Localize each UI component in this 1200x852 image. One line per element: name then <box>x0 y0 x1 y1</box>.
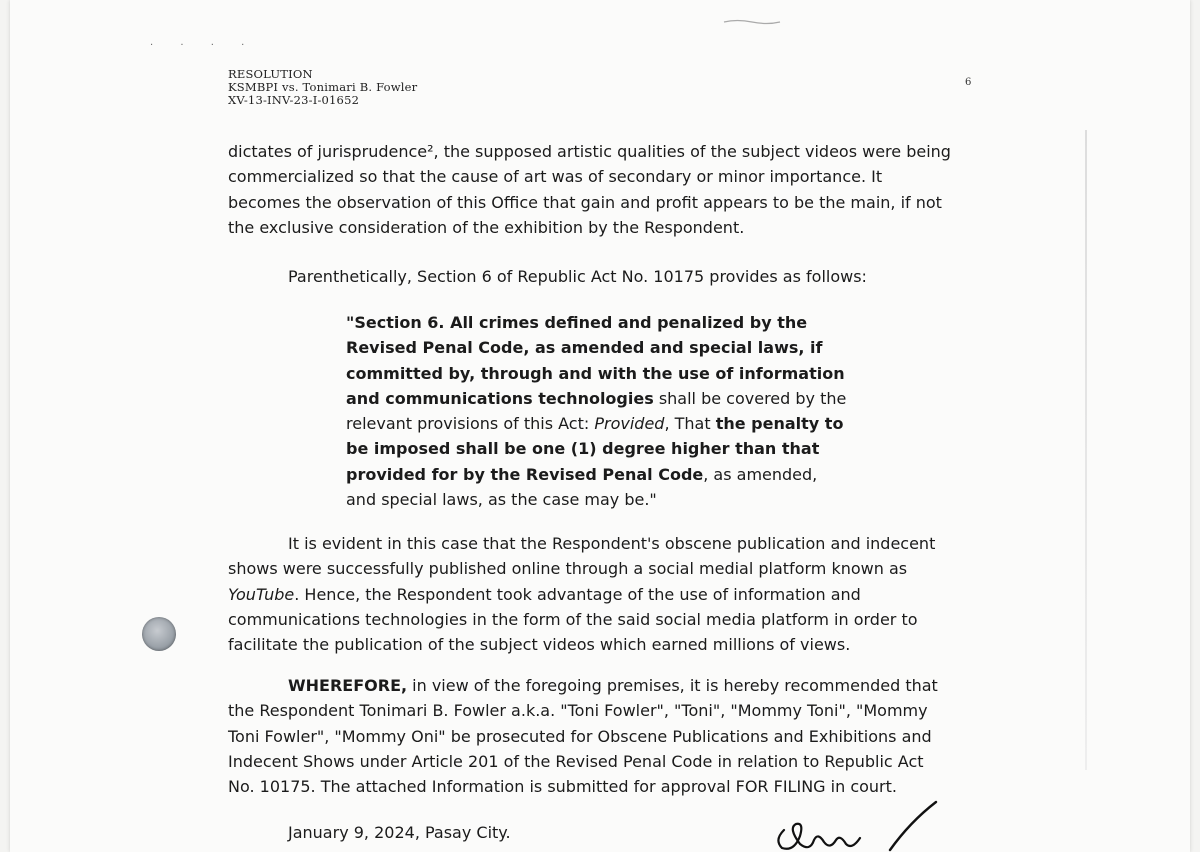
document-header <box>228 68 417 107</box>
quote-text: shall be covered by the <box>653 388 847 408</box>
text-line: Parenthetically, Section 6 of Republic Act No. 10175 provides as follows: <box>288 267 867 286</box>
scan-edge-line <box>1085 130 1087 770</box>
quote-line: and special laws, as the case may be." <box>346 490 657 510</box>
paragraph-evident <box>228 531 980 657</box>
paragraph-parenthetically <box>288 264 988 289</box>
quote-line: Revised Penal Code, as amended and special laws, if <box>346 338 823 358</box>
date-place <box>288 820 688 845</box>
text-line: No. 10175. The attached Information is submitted for approval FOR FILING in court. <box>228 777 897 797</box>
quote-line: committed by, through and with the use of information <box>346 363 845 383</box>
text: . Hence, the Respondent took advantage of the use of information and <box>294 584 861 604</box>
text-line: Toni Fowler", "Mommy Oni" be prosecuted for Obscene Publications and Exhibitions and <box>228 726 932 746</box>
header-title: RESOLUTION <box>228 67 313 81</box>
text-line: facilitate the publication of the subject videos which earned millions of views. <box>228 635 851 655</box>
text-line: January 9, 2024, Pasay City. <box>288 823 511 842</box>
scan-mark <box>722 18 782 26</box>
text-line <box>228 582 980 607</box>
header-case-name: KSMBPI vs. Tonimari B. Fowler <box>228 80 418 94</box>
page-number: 6 <box>965 77 972 88</box>
quote-line <box>346 411 871 436</box>
paragraph-wherefore <box>228 673 980 799</box>
text-line: dictates of jurisprudence², the supposed artistic qualities of the subject videos were being <box>228 142 951 161</box>
document-page <box>10 0 1190 852</box>
text-line: communications technologies in the form of the said social media platform in order to <box>228 609 918 629</box>
quote-text: , That <box>664 414 716 434</box>
quote-line <box>346 386 871 411</box>
quote-text: relevant provisions of this Act: <box>346 414 595 434</box>
quote-line: "Section 6. All crimes defined and penalized by the <box>346 313 808 332</box>
quote-line <box>346 462 871 487</box>
quote-line: be imposed shall be one (1) degree higher than that <box>346 439 820 459</box>
italic-text: YouTube <box>228 584 295 604</box>
header-case-number: XV-13-INV-23-I-01652 <box>228 93 360 107</box>
quote-bold-text: and communications technologies <box>346 388 654 408</box>
quote-bold-text: provided for by the Revised Penal Code <box>346 464 704 484</box>
bold-text: WHEREFORE, <box>288 676 408 695</box>
quote-bold-text: the penalty to <box>715 414 844 434</box>
text-line: Indecent Shows under Article 201 of the Revised Penal Code in relation to Republic Act <box>228 751 924 771</box>
text-line: the Respondent Tonimari B. Fowler a.k.a. "Toni Fowler", "Toni", "Mommy Toni", "Mommy <box>228 701 928 721</box>
signature <box>770 800 940 852</box>
quote-italic-text: Provided <box>594 414 665 434</box>
paragraph-jurisprudence <box>228 139 980 240</box>
text-line: the exclusive consideration of the exhibition by the Respondent. <box>228 217 745 237</box>
text-line: It is evident in this case that the Respondent's obscene publication and indecent <box>288 534 936 553</box>
text-line: commercialized so that the cause of art was of secondary or minor importance. It <box>228 167 883 187</box>
text-line: shows were successfully published online through a social medial platform known as <box>228 559 908 579</box>
punch-hole <box>142 617 176 651</box>
text-line <box>228 673 980 698</box>
quote-text: , as amended, <box>703 464 818 484</box>
scan-specks: · · · · <box>150 40 257 51</box>
text: in view of the foregoing premises, it is hereby recommended that <box>407 676 938 695</box>
block-quote-section-6 <box>346 310 871 512</box>
text-line: becomes the observation of this Office that gain and profit appears to be the main, if not <box>228 192 942 212</box>
